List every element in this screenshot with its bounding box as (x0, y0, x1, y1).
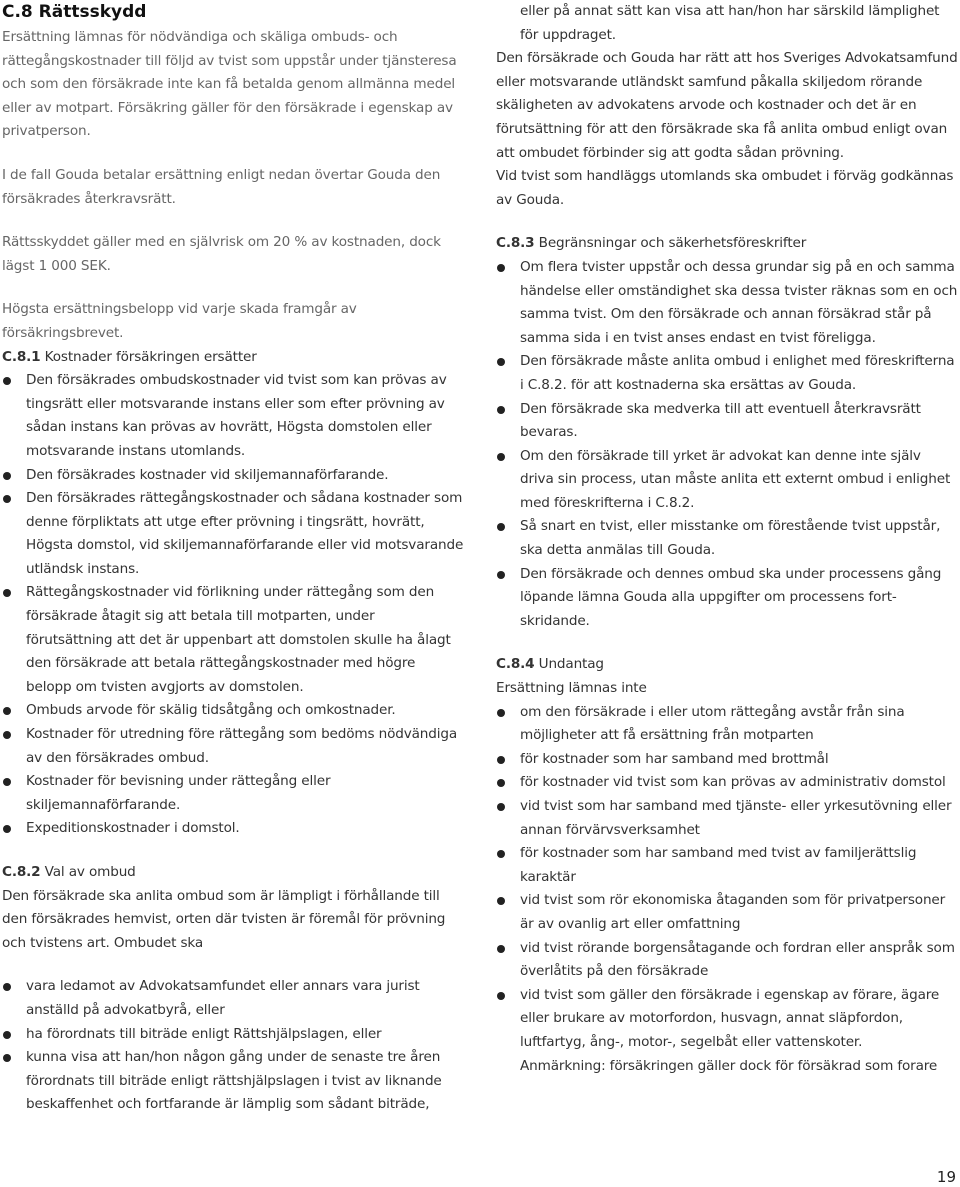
bullet-icon (497, 779, 505, 787)
subsection-number: C.8.2 (2, 864, 41, 880)
list-item: kunna visa att han/hon någon gång under de senaste tre åren förordnats till biträde enligt rättshjälpslagen i tvist av liknande beskaffenhet och fortfarande är lämplig som sådant biträde, (2, 1046, 464, 1117)
list-item: Ombuds arvode för skälig tidsåtgång och omkostnader. (2, 699, 464, 723)
subsection-number: C.8.3 (496, 235, 535, 252)
page-number: 19 (936, 1168, 956, 1186)
list-item: för kostnader vid tvist som kan prövas av administrativ domstol (496, 771, 958, 795)
subsection-heading-c84 (496, 653, 958, 677)
bullet-icon (3, 495, 11, 503)
bullet-icon (497, 264, 505, 272)
deductible-paragraph: Rättsskyddet gäller med en självrisk om 20 % av kostnaden, dock lägst 1 000 SEK. (2, 234, 441, 274)
list-item: Kostnader för utredning före rättegång som bedöms nödvändiga av den försäkrades ombud. (2, 723, 464, 770)
list-item: Den försäkrade ska medverka till att eventuell återkravsrätt bevaras. (496, 398, 958, 445)
bullet-icon (497, 453, 505, 461)
exclusions-list (496, 701, 958, 1055)
bullet-icon (3, 778, 11, 786)
bullet-icon (3, 1031, 11, 1039)
list-item: Expeditionskostnader i domstol. (2, 817, 464, 841)
left-column (2, 0, 464, 1117)
subsection-heading-c81 (2, 346, 464, 370)
section-title: C.8 Rättsskydd (2, 2, 147, 22)
bullet-icon (497, 406, 505, 414)
list-item: Så snart en tvist, eller misstanke om förestående tvist uppstår, ska detta anmälas till Gouda. (496, 515, 958, 562)
list-item: vid tvist som gäller den försäkrade i egenskap av förare, ägare eller brukare av motorfordon, husvagn, annat släpfordon, luftfartyg, ång-, motor-, segelbåt eller vattenskoter. (496, 984, 958, 1055)
bullet-icon (497, 803, 505, 811)
bullet-icon (3, 983, 11, 991)
list-item: för kostnader som har samband med brottmål (496, 748, 958, 772)
list-item: för kostnader som har samband med tvist av familjerättslig karaktär (496, 842, 958, 889)
covered-costs-list (2, 369, 464, 841)
right-column (496, 0, 958, 1078)
list-item: Om flera tvister uppstår och dessa grundar sig på en och samma händelse eller omständighet ska dessa tvister räknas som en och samma tvist. Om den försäkrade och annan försäkrad står på samma sida i en tvist anses endast en tvist föreligga. (496, 256, 958, 350)
bullet-icon (3, 589, 11, 597)
bullet-icon (497, 709, 505, 717)
list-item: om den försäkrade i eller utom rättegång avstår från sina möjligheter att få ersättning från motparten (496, 701, 958, 748)
list-item: Den försäkrade och dennes ombud ska under processens gång löpande lämna Gouda alla uppgifter om processens fort-skridande. (496, 563, 958, 634)
continuation-paragraph: eller på annat sätt kan visa att han/hon har särskild lämplighet för uppdraget. (520, 3, 940, 43)
list-item: Den försäkrade måste anlita ombud i enlighet med föreskrifterna i C.8.2. för att kostnaderna ska ersättas av Gouda. (496, 350, 958, 397)
subsection-title: Begränsningar och säkerhetsföreskrifter (534, 235, 807, 252)
limitations-list (496, 256, 958, 634)
list-item: vid tvist som rör ekonomiska åtaganden som för privatpersoner är av ovanlig art eller omfattning (496, 889, 958, 936)
bullet-icon (3, 472, 11, 480)
list-item: Den försäkrades ombudskostnader vid tvist som kan prövas av tingsrätt eller motsvarande instans eller som efter prövning av sådan instans kan prövas av hovrätt, Högsta domstolen eller motsvarande instans utomlands. (2, 369, 464, 463)
list-item: Kostnader för bevisning under rättegång eller skiljemannaförfarande. (2, 770, 464, 817)
bullet-icon (3, 377, 11, 385)
intro-paragraph: Ersättning lämnas för nödvändiga och skäliga ombuds- och rättegångskostnader till följd av tvist som uppstår under tjänsteresa och som den försäkrade inte kan få betalda genom allmänna medel eller av motpart. Försäkring gäller för den försäkrade i egenskap av privatperson. (2, 29, 457, 140)
list-item: Den försäkrades rättegångskostnader och sådana kostnader som denne förpliktats att utge efter prövning i tingsrätt, hovrätt, Högsta domstol, vid skiljemannaförfarande eller vid motsvarande utländsk instans. (2, 487, 464, 581)
subsection-title: Val av ombud (40, 864, 136, 880)
subsection-heading-c82 (2, 861, 464, 885)
bullet-icon (497, 992, 505, 1000)
exclusion-note: Anmärkning: försäkringen gäller dock för försäkrad som forare (520, 1057, 938, 1074)
bullet-icon (497, 358, 505, 366)
attorney-requirements-list (2, 975, 464, 1117)
subsection-title: Kostnader försäkringen ersätter (40, 348, 257, 365)
list-item: Rättegångskostnader vid förlikning under rättegång som den försäkrade åtagit sig att betala till motparten, under förutsättning att det är uppenbart att domstolen skulle ha ålagt den försäkrade att betala rättegångskostnader med högre belopp om tvisten avgjorts av domstolen. (2, 581, 464, 699)
bullet-icon (3, 825, 11, 833)
subsection-title: Undantag (534, 656, 604, 673)
list-item: vara ledamot av Advokatsamfundet eller annars vara jurist anställd på advokatbyrå, eller (2, 975, 464, 1022)
bullet-icon (497, 756, 505, 764)
bullet-icon (3, 731, 11, 739)
list-item: Den försäkrades kostnader vid skiljemannaförfarande. (2, 464, 464, 488)
max-amount-paragraph: Högsta ersättningsbelopp vid varje skada framgår av försäkringsbrevet. (2, 301, 357, 341)
subsection-number: C.8.1 (2, 348, 41, 365)
recourse-paragraph: I de fall Gouda betalar ersättning enligt nedan övertar Gouda den försäkrades återkravsrätt. (2, 166, 441, 207)
list-item: ha förordnats till biträde enligt Rättshjälpslagen, eller (2, 1023, 464, 1047)
foreign-dispute-paragraph: Vid tvist som handläggs utomlands ska ombudet i förväg godkännas av Gouda. (496, 168, 954, 208)
exclusions-intro: Ersättning lämnas inte (496, 680, 647, 697)
bullet-icon (497, 945, 505, 953)
list-item: vid tvist rörande borgensåtagande och fordran eller anspråk som överlåtits på den försäkrade (496, 937, 958, 984)
bullet-icon (3, 707, 11, 715)
bullet-icon (497, 523, 505, 531)
subsection-heading-c83 (496, 232, 958, 256)
bullet-icon (3, 1054, 11, 1062)
arbitration-paragraph: Den försäkrade och Gouda har rätt att hos Sveriges Advokatsamfund eller motsvarande utländskt samfund påkalla skiljedom rörande skäligheten av advokatens arvode och kostnader och det är en förutsättning för att den försäkrade ska få anlita ombud enligt ovan att ombudet förbinder sig att godta sådan prövning. (496, 50, 958, 161)
list-item: Om den försäkrade till yrket är advokat kan denne inte själv driva sin process, utan måste anlita ett externt ombud i enlighet med föreskrifterna i C.8.2. (496, 445, 958, 516)
bullet-icon (497, 850, 505, 858)
subsection-number: C.8.4 (496, 656, 535, 673)
bullet-icon (497, 897, 505, 905)
list-item: vid tvist som har samband med tjänste- eller yrkesutövning eller annan förvärvsverksamhet (496, 795, 958, 842)
attorney-choice-paragraph: Den försäkrade ska anlita ombud som är lämpligt i förhållande till den försäkrades hemvist, orten där tvisten är föremål för prövning och tvistens art. Ombudet ska (2, 887, 446, 951)
bullet-icon (497, 571, 505, 579)
